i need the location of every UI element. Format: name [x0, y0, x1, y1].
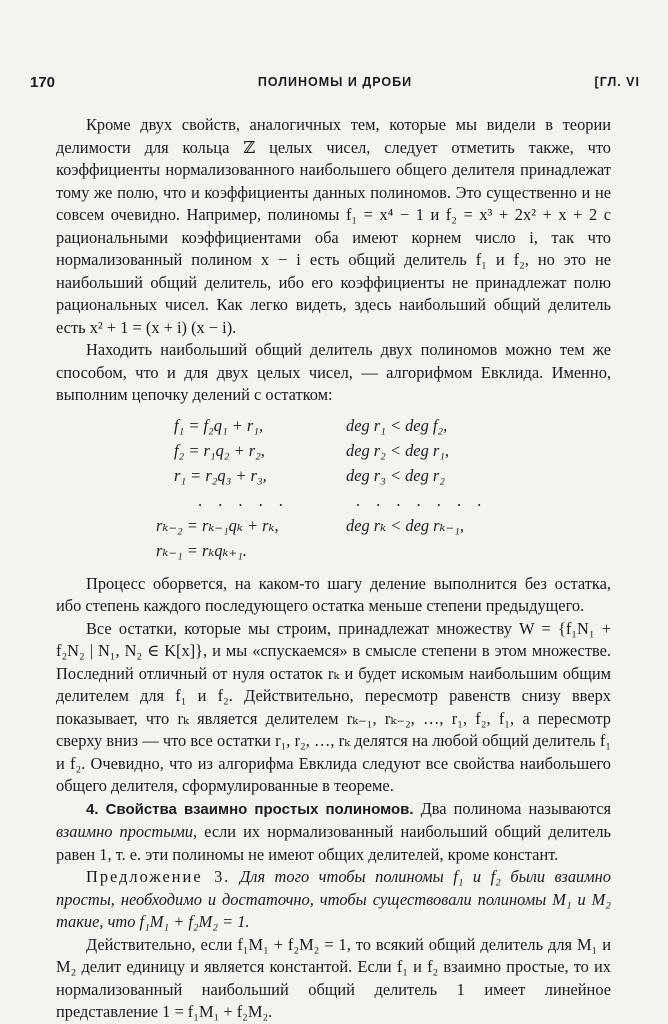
running-header — [30, 74, 640, 96]
chapter-label: [ГЛ. VI — [594, 75, 640, 89]
equation-row — [56, 515, 611, 540]
section-heading: 4. Свойства взаимно простых полиномов. — [86, 800, 414, 818]
paragraph-process-terminates: Процесс оборвется, на каком-то шагу деление выполнится без остатка, ибо степень каждого последующего остатка меньше степени предыдущего. — [56, 573, 611, 615]
equation-row — [56, 465, 611, 490]
proposition-3 — [56, 866, 611, 934]
paragraph-gcd-properties: Кроме двух свойств, аналогичных тем, которые мы видели в теории делимости для кольца ℤ целых чисел, следует отметить также, что коэффициенты нормализованного наибольшего общего делителя принадлежат тому же полю, что и коэффициенты данных полиномов. Это существенно и не совсем очевидно. Например, полиномы f₁ = x⁴ − 1 и f₂ = x³ + 2x² + x + 2 с рациональными коэффициентами оба имеют корнем число i, так что нормализованный полином x − i есть общий делитель f₁ и f₂, но это не наибольший общий делитель, ибо его коэффициенты не принадлежат полю рациональных чисел. Как легко видеть, здесь наибольший общий делитель есть x² + 1 = (x + i) (x − i). — [56, 115, 611, 337]
section-text-b: , если их нормализованный наибольший общий делитель равен 1, т. е. эти полиномы не имеют общих делителей, кроме констант. — [56, 822, 611, 864]
paragraph-proof: Действительно, если f₁M₁ + f₂M₂ = 1, то всякий общий делитель для M₁ и M₂ делит единицу и является константой. Если f₁ и f₂ взаимно простые, то их нормализованный наибольший общий делитель 1 имеет линейное представление 1 = f₁M₁ + f₂M₂. — [56, 934, 611, 1021]
equation-right: deg rₖ < deg rₖ₋₁, — [346, 515, 464, 535]
equation-left: rₖ₋₁ = rₖqₖ₊₁. — [156, 540, 247, 560]
section-text-a: Два полинома называются — [413, 798, 612, 818]
defined-term: взаимно простыми — [56, 822, 193, 841]
equation-right-dots: . . . . . . . — [356, 490, 488, 510]
running-title: ПОЛИНОМЫ И ДРОБИ — [257, 75, 413, 89]
equation-row — [56, 540, 611, 565]
equation-left: rₖ₋₂ = rₖ₋₁qₖ + rₖ, — [156, 515, 279, 535]
page-number: 170 — [30, 74, 56, 91]
equation-row — [56, 440, 611, 465]
section-4-paragraph — [56, 798, 611, 867]
paragraph-euclid-intro: Находить наибольший общий делитель двух полиномов можно тем же способом, что и для двух целых чисел, — алгорифмом Евклида. Именно, выполним цепочку делений с остатком: — [56, 340, 611, 404]
equation-dots-row — [56, 490, 611, 515]
equation-right: deg r₂ < deg r₁, — [346, 440, 450, 460]
equation-left: f₁ = f₂q₁ + r₁, — [174, 415, 264, 435]
equation-left: f₂ = r₁q₂ + r₂, — [174, 440, 265, 460]
equation-row — [56, 415, 611, 440]
equation-right: deg r₃ < deg r₂ — [346, 465, 445, 485]
equation-left-dots: . . . . . — [198, 490, 289, 510]
proposition-statement: Для того чтобы полиномы f₁ и f₂ были взаимно просты, необходимо и достаточно, чтобы существовали полиномы M₁ и M₂ такие, что f₁M₁ + f₂M₂ = 1. — [56, 867, 611, 931]
equation-right: deg r₁ < deg f₂, — [346, 415, 448, 435]
proposition-label: Предложение 3. — [86, 867, 231, 886]
paragraph-remainders: Все остатки, которые мы строим, принадлежат множеству W = {f₁N₁ + f₂N₂ | N₁, N₂ ∈ K[x]}, и мы «спускаемся» в смысле степени в этом множестве. Последний отличный от нуля остаток rₖ и будет искомым наибольшим общим делителем для f₁ и f₂. Действительно, пересмотр равенств снизу вверх показывает, что rₖ является делителем rₖ₋₁, rₖ₋₂, …, r₁, f₂, f₁, а пересмотр сверху вниз — что все остатки r₁, r₂, …, rₖ делятся на любой общий делитель f₁ и f₂. Очевидно, что из алгорифма Евклида следуют все свойства наибольшего общего делителя, сформулированные в теореме. — [56, 618, 611, 795]
euclid-equations — [56, 415, 611, 565]
equation-left: r₁ = r₂q₃ + r₃, — [174, 465, 267, 485]
page-body — [56, 114, 611, 1024]
